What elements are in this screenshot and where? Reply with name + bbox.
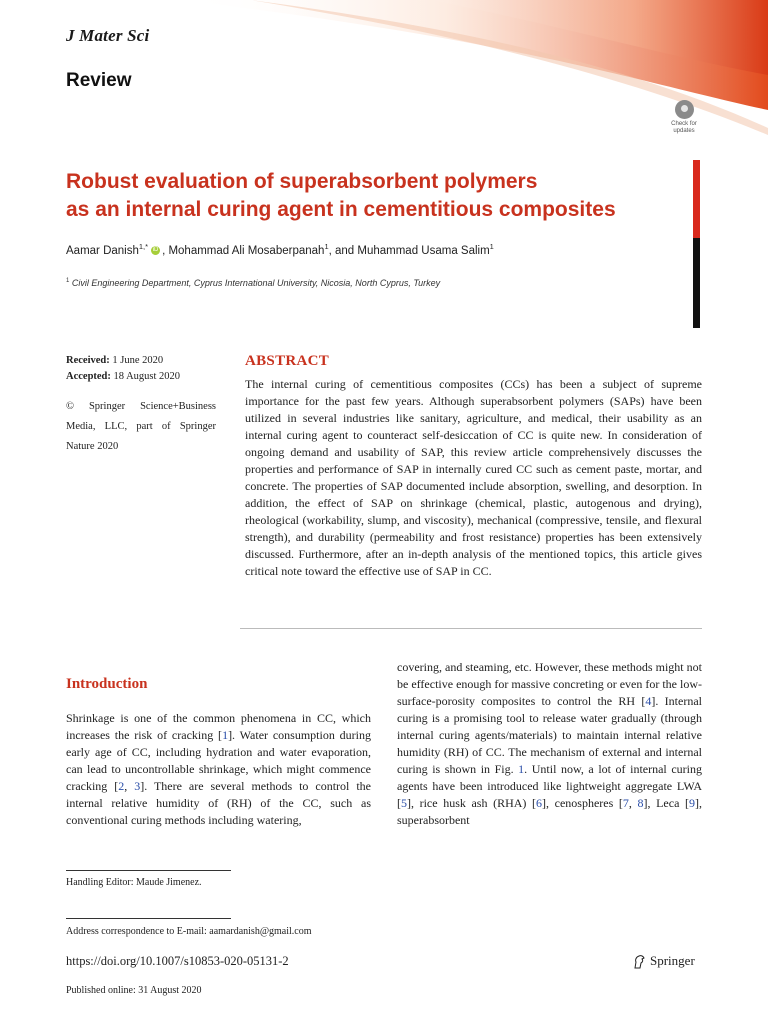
body-text: covering, and steaming, etc. However, these methods might not be effective enough for massive concreting or even for the low-surface-porosity composites to control the RH [	[397, 660, 702, 708]
body-text: ], cenospheres [	[542, 796, 623, 810]
author-name[interactable]: , Mohammad Ali Mosaberpanah	[162, 244, 325, 257]
abstract-divider	[240, 628, 702, 629]
author-name[interactable]: Aamar Danish	[66, 244, 139, 257]
citation-link[interactable]: 6	[536, 796, 543, 810]
body-text: ]. There are several methods to control the internal relative humidity of (RH) of the CC, such as conventional curing methods including watering,	[66, 779, 371, 827]
body-text: ,	[124, 779, 135, 793]
publisher-name: Springer	[650, 953, 695, 968]
check-updates-icon	[675, 100, 694, 119]
received-date	[66, 353, 216, 369]
citation-link[interactable]: 8	[637, 796, 644, 810]
figure-link[interactable]: 1	[518, 762, 525, 776]
check-for-updates-badge[interactable]	[664, 100, 704, 134]
accepted-label: Accepted:	[66, 371, 111, 382]
affiliation-text: Civil Engineering Department, Cyprus International University, Nicosia, North Cyprus, Turkey	[71, 278, 441, 288]
citation-link[interactable]: 1	[222, 728, 229, 742]
body-text: ]. Water consumption during early age of CC, including hydration and water evaporation, can lead to uncontrollable shrinkage, which might commence cracking [	[66, 728, 371, 793]
body-text: ,	[628, 796, 638, 810]
publisher-logo	[633, 953, 695, 969]
body-text: . Until now, a lot of internal curing agents have been introduced like lightweight aggregate LWA [	[397, 762, 702, 810]
article-type-label: Review	[66, 70, 132, 91]
author-superscript: 1	[324, 242, 329, 251]
correspondence-note: Address correspondence to E-mail: aamardanish@gmail.com	[66, 926, 312, 937]
citation-link[interactable]: 4	[645, 694, 652, 708]
orcid-icon[interactable]: iD	[152, 247, 159, 254]
affiliation	[66, 278, 440, 288]
affiliation-superscript: 1	[66, 278, 70, 284]
footnote-divider	[66, 918, 231, 919]
published-date: Published online: 31 August 2020	[66, 985, 202, 996]
article-title	[66, 168, 686, 224]
received-label: Received:	[66, 355, 110, 366]
author-superscript: 1	[489, 242, 494, 251]
received-value: 1 June 2020	[112, 355, 164, 366]
body-text: ], superabsorbent	[397, 796, 703, 827]
introduction-column-left	[66, 710, 371, 829]
check-updates-line-1: Check for	[671, 121, 697, 127]
footnote-divider	[66, 870, 231, 871]
body-text: ]. Internal curing is a promising tool to release water gradually (through internal curing agents/materials) to maintain internal relative humidity (RH) of CC. The mechanism of external and internal curing is shown in Fig.	[397, 694, 702, 776]
citation-link[interactable]: 9	[689, 796, 696, 810]
author-name[interactable]: , and Muhammad Usama Salim	[328, 244, 490, 257]
handling-editor-note: Handling Editor: Maude Jimenez.	[66, 877, 202, 888]
introduction-heading: Introduction	[66, 676, 148, 692]
abstract-heading: ABSTRACT	[245, 353, 330, 369]
article-title-line-2: as an internal curing agent in cementitious composites	[66, 198, 616, 221]
citation-link[interactable]: 5	[401, 796, 407, 810]
citation-link[interactable]: 3	[134, 779, 141, 793]
article-history	[66, 353, 216, 457]
author-list	[66, 242, 494, 257]
body-text: ], Leca [	[643, 796, 690, 810]
body-text: Shrinkage is one of the common phenomena in CC, which increases the risk of cracking [	[66, 711, 371, 742]
title-accent-bar-red	[693, 160, 700, 238]
abstract-body: The internal curing of cementitious composites (CCs) has been a subject of supreme importance for the past few years. Although superabsorbent polymers (SAPs) have been utilized in several industries like sanitary, agriculture, and medical, their usability as an internal curing agent to counteract self-desiccation of CC is quite new. In consideration of ongoing demand and usability of SAP, this review article comprehensively discusses the properties and performance of SAP in internally cured CC such as cement paste, mortar, and concrete. The properties of SAP documented include absorption, swelling, and desorption. In addition, the effect of SAP on shrinkage (chemical, plastic, autogenous and drying), rheological (workability, slump, and viscosity), mechanical (compressive, tensile, and flexural strength), and durability (permeability and frost resistance) properties has been extensively discussed. Furthermore, after an in-depth analysis of the mentioned topics, this article gives critical note toward the effective use of SAP in CC.	[245, 377, 702, 578]
accepted-date	[66, 369, 216, 385]
author-superscript: 1,*	[138, 242, 149, 251]
title-accent-bar-black	[693, 238, 700, 328]
copyright-notice: © Springer Science+Business Media, LLC, part of Springer Nature 2020	[66, 401, 216, 452]
body-text: ], rice husk ash (RHA) [	[407, 796, 537, 810]
accepted-value: 18 August 2020	[113, 371, 181, 382]
introduction-column-right	[397, 659, 702, 829]
doi-link[interactable]: https://doi.org/10.1007/s10853-020-05131-2	[66, 954, 289, 968]
journal-name: J Mater Sci	[66, 26, 150, 45]
check-updates-line-2: updates	[673, 127, 695, 134]
citation-link[interactable]: 2	[118, 779, 125, 793]
citation-link[interactable]: 7	[622, 796, 629, 810]
springer-horse-icon	[633, 954, 646, 969]
article-title-line-1: Robust evaluation of superabsorbent polymers	[66, 170, 538, 193]
